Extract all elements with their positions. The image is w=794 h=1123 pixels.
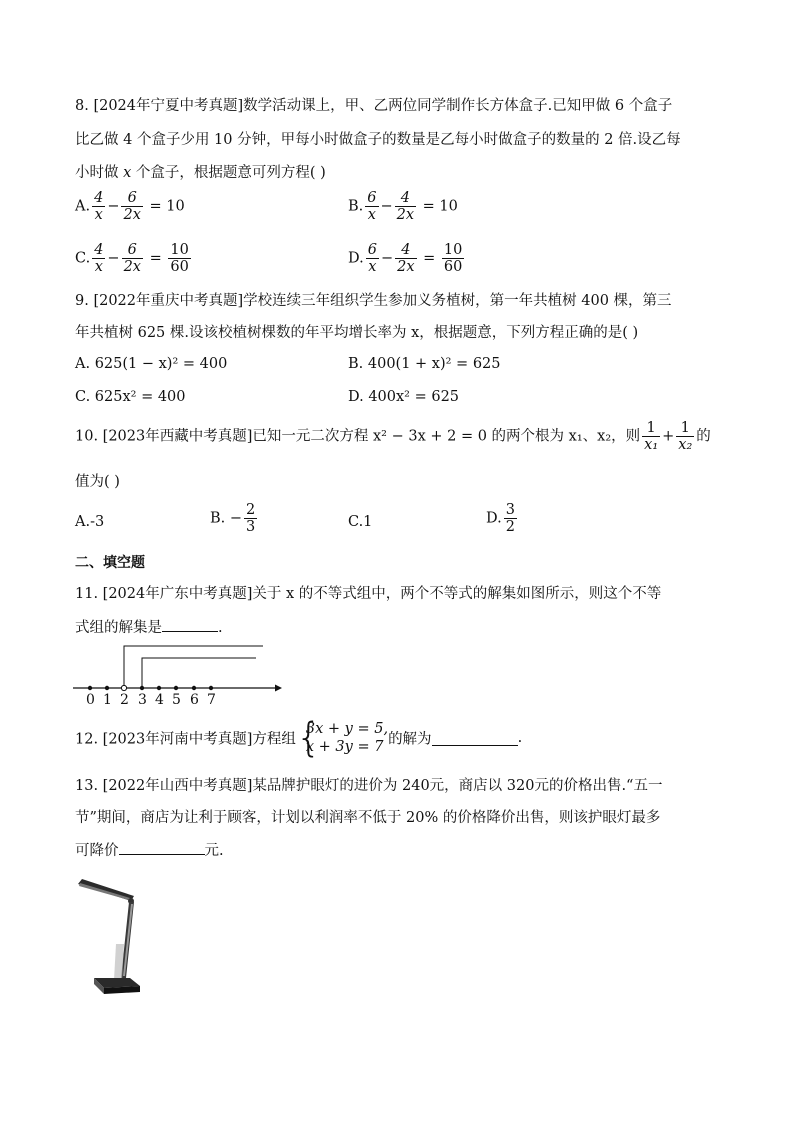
tick-label-3: 3 xyxy=(138,692,147,708)
q8-line2: 比乙做 4 个盒子少用 10 分钟，甲每小时做盒子的数量是乙每小时做盒子的数量的 2 倍.设乙每 xyxy=(75,132,681,148)
q9-line2: 年共植树 625 棵.设该校植树棵数的年平均增长率为 x，根据题意，下列方程正确的是( ) xyxy=(75,325,639,341)
tick-dot xyxy=(88,686,92,690)
section-title-fill-in: 二、填空题 xyxy=(75,555,145,571)
q9-option-a[interactable]: A. 625(1 − x)² = 400 xyxy=(75,356,228,372)
q8-line3: 小时做 x 个盒子，根据题意可列方程( ) xyxy=(75,165,326,181)
ray-x-ge-3 xyxy=(142,658,256,686)
q11-line1: 11. [2024年广东中考真题]关于 x 的不等式组中，两个不等式的解集如图所示，则这个不等 xyxy=(75,586,662,602)
q13-line2: 节”期间，商店为让利于顾客，计划以利润率不低于 20% 的价格降价出售，则该护眼灯最多 xyxy=(75,810,661,826)
q13-line3: 可降价 元. xyxy=(75,840,224,861)
q8-option-c[interactable]: C. $\frac{4}{x}$ − $\frac{6}{2x}$ = $\frac{10}{60}$ xyxy=(75,242,189,275)
axis-arrow xyxy=(275,685,282,692)
tick-label-0: 0 xyxy=(86,692,95,708)
tick-label-2: 2 xyxy=(120,692,129,708)
q8-option-b[interactable]: B. $\frac{6}{x}$ − $\frac{4}{2x}$ = 10 xyxy=(348,190,458,223)
q9-option-d[interactable]: D. 400x² = 625 xyxy=(348,389,460,405)
tick-label-6: 6 xyxy=(190,692,199,708)
q8-option-d[interactable]: D. $\frac{6}{x}$ − $\frac{4}{2x}$ = $\frac{10}{60}$ xyxy=(348,242,463,275)
tick-dot xyxy=(174,686,178,690)
q9-line1: 9. [2022年重庆中考真题]学校连续三年组织学生参加义务植树，第一年共植树 400 棵，第三 xyxy=(75,293,672,309)
equation-system: { 3x + y = 5, x + 3y = 7 xyxy=(295,715,389,761)
q10-option-c[interactable]: C.1 xyxy=(348,514,373,530)
desk-lamp-image xyxy=(74,874,152,1000)
ray-x-gt-2 xyxy=(124,646,263,686)
q10-line2: 值为( ) xyxy=(75,474,120,490)
tick-label-5: 5 xyxy=(172,692,181,708)
q10-option-d[interactable]: D. $\frac{3}{2}$ xyxy=(486,502,515,535)
tick-dot xyxy=(105,686,109,690)
q11-line2: 式组的解集是 . xyxy=(75,617,223,638)
tick-label-1: 1 xyxy=(103,692,112,708)
q8-option-a[interactable]: A. $\frac{4}{x}$ − $\frac{6}{2x}$ = 10 xyxy=(75,190,185,223)
q13-line1: 13. [2022年山西中考真题]某品牌护眼灯的进价为 240元，商店以 320元的价格出售.“五一 xyxy=(75,778,663,794)
solid-dot-3 xyxy=(140,686,144,690)
q9-option-b[interactable]: B. 400(1 + x)² = 625 xyxy=(348,356,501,372)
tick-dot xyxy=(209,686,213,690)
tick-label-4: 4 xyxy=(155,692,164,708)
q10-option-b[interactable]: B. − $\frac{2}{3}$ xyxy=(210,502,256,535)
q9-option-c[interactable]: C. 625x² = 400 xyxy=(75,389,186,405)
q8-line1: 8. [2024年宁夏中考真题]数学活动课上，甲、乙两位同学制作长方体盒子.已知甲做 6 个盒子 xyxy=(75,98,673,114)
tick-dot xyxy=(192,686,196,690)
tick-dot xyxy=(157,686,161,690)
tick-label-7: 7 xyxy=(207,692,216,708)
q12-answer-blank[interactable] xyxy=(432,731,518,746)
q10-option-a[interactable]: A.-3 xyxy=(75,514,105,530)
q12-line: 12. [2023年河南中考真题]方程组 { 3x + y = 5, x + 3y = 7 的解为 . xyxy=(75,715,523,761)
q11-answer-blank[interactable] xyxy=(162,617,218,632)
q10-line1: 10. [2023年西藏中考真题]已知一元二次方程 x² − 3x + 2 = 0 的两个根为 x₁、x₂，则 $\frac{1}{\text{x₁}}$ + $\frac{1}{\text{x₂}}$ 的 xyxy=(75,420,711,453)
open-dot-2 xyxy=(121,685,126,690)
q13-answer-blank[interactable] xyxy=(119,840,205,855)
